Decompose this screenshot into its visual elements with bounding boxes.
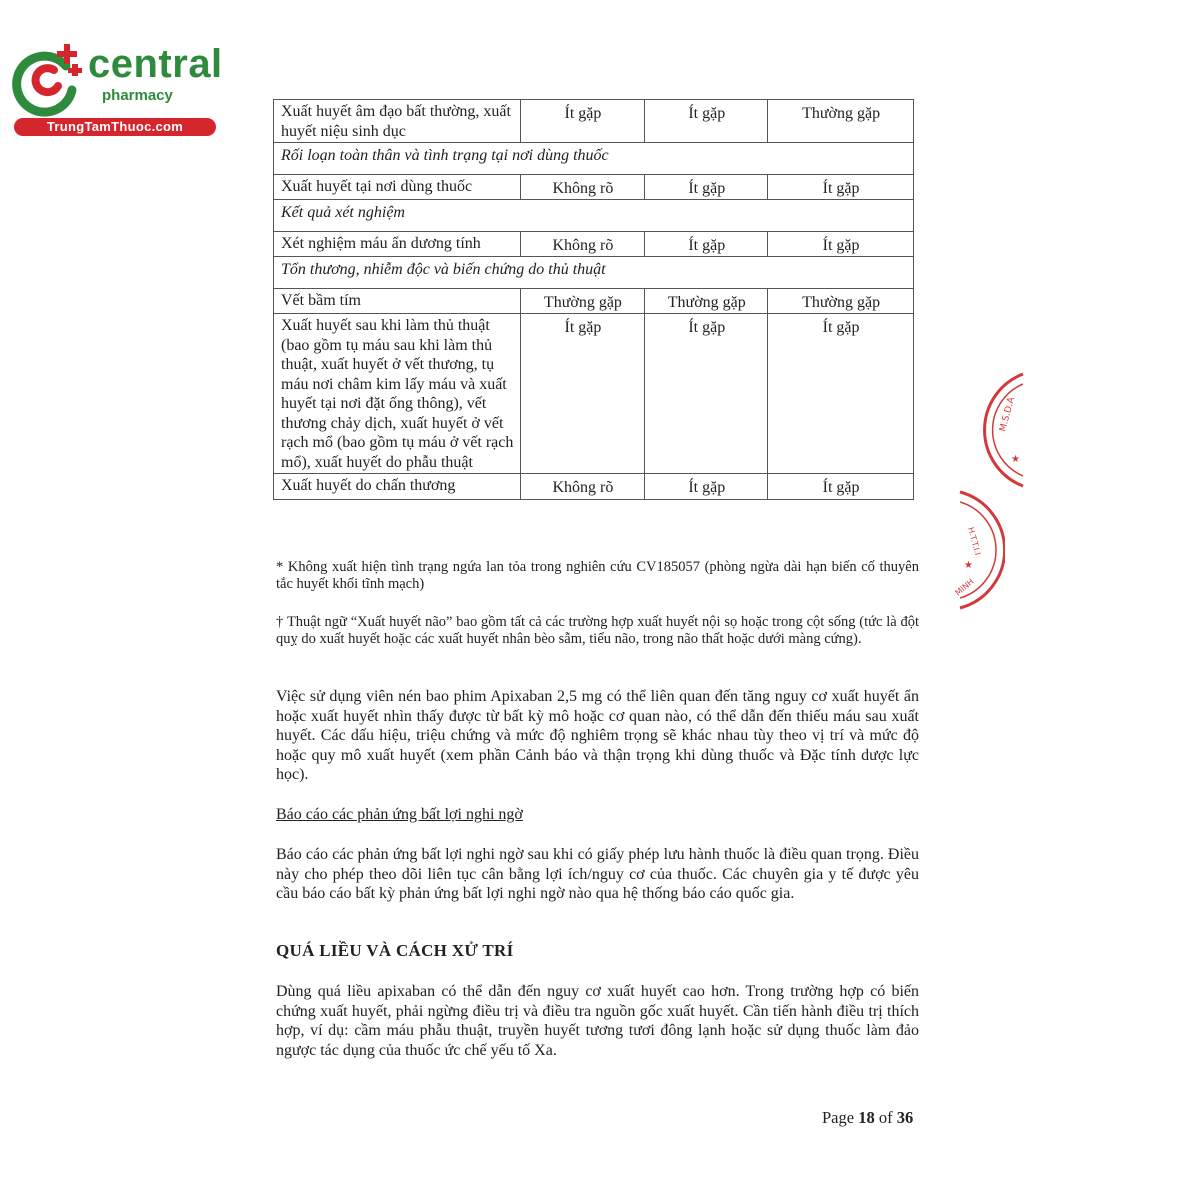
table-section-row bbox=[274, 200, 914, 232]
frequency-cell: Ít gặp bbox=[645, 100, 768, 143]
svg-text:MINH: MINH bbox=[953, 576, 976, 598]
row-label: Xuất huyết do chấn thương bbox=[274, 474, 521, 500]
seal-stamp-bottom-icon bbox=[950, 488, 1005, 613]
svg-text:H.T.T.I.I: H.T.T.I.I bbox=[966, 526, 983, 557]
frequency-cell: Ít gặp bbox=[768, 474, 914, 500]
svg-text:★: ★ bbox=[964, 560, 973, 571]
paragraph-overdose: Dùng quá liều apixaban có thể dẫn đến nguy cơ xuất huyết cao hơn. Trong trường hợp có biến chứng xuất huyết, phải ngừng điều trị và điều tra nguồn gốc xuất huyết. Cần tiến hành điều trị thích hợp, ví dụ: cầm máu phẫu thuật, truyền huyết tương tươi đông lạnh hoặc sử dụng thuốc làm đảo ngược tác dụng của thuốc ức chế yếu tố Xa. bbox=[276, 983, 919, 1059]
logo-name: central bbox=[88, 42, 223, 86]
row-label: Xét nghiệm máu ẩn dương tính bbox=[274, 231, 521, 257]
frequency-cell: Không rõ bbox=[520, 174, 645, 200]
footnote-star: * Không xuất hiện tình trạng ngứa lan tỏa trong nghiên cứu CV185057 (phòng ngừa dài hạn biến cố thuyên tắc huyết khối tĩnh mạch) bbox=[276, 559, 919, 592]
seal-stamp-top-icon bbox=[975, 370, 1025, 490]
frequency-cell: Thường gặp bbox=[768, 100, 914, 143]
section-title-overdose: QUÁ LIỀU VÀ CÁCH XỬ TRÍ bbox=[276, 941, 514, 960]
row-label: Xuất huyết tại nơi dùng thuốc bbox=[274, 174, 521, 200]
table-row bbox=[274, 100, 914, 143]
frequency-cell: Ít gặp bbox=[645, 174, 768, 200]
table-row bbox=[274, 174, 914, 200]
logo-subtitle: pharmacy bbox=[102, 87, 173, 104]
section-label: Rối loạn toàn thân và tình trạng tại nơi dùng thuốc bbox=[274, 143, 914, 175]
table-section-row bbox=[274, 143, 914, 175]
table-row bbox=[274, 231, 914, 257]
table-section-row bbox=[274, 257, 914, 289]
frequency-cell: Thường gặp bbox=[768, 288, 914, 314]
page-of: of bbox=[878, 1108, 893, 1127]
frequency-cell: Ít gặp bbox=[645, 231, 768, 257]
pharmacy-cross-logo-icon bbox=[10, 38, 90, 118]
page-current: 18 bbox=[858, 1108, 875, 1127]
frequency-cell: Không rõ bbox=[520, 231, 645, 257]
paragraph-bleeding-risk: Việc sử dụng viên nén bao phim Apixaban 2,5 mg có thể liên quan đến tăng nguy cơ xuất huyết ẩn hoặc xuất huyết nhìn thấy được từ bất kỳ mô hoặc cơ quan nào, có thể dẫn đến thiếu máu sau xuất huyết. Các dấu hiệu, triệu chứng và mức độ nghiêm trọng sẽ khác nhau tùy theo vị trí và mức độ hoặc quy mô xuất huyết (xem phần Cảnh báo và thận trọng khi dùng thuốc và Đặc tính dược lực học). bbox=[276, 688, 919, 783]
table-row bbox=[274, 474, 914, 500]
svg-text:★: ★ bbox=[1011, 454, 1020, 465]
paragraph-reporting: Báo cáo các phản ứng bất lợi nghi ngờ sau khi có giấy phép lưu hành thuốc là điều quan trọng. Điều này cho phép theo dõi liên tục cân bằng lợi ích/nguy cơ của thuốc. Các chuyên gia y tế được yêu cầu báo cáo bất kỳ phản ứng bất lợi nghi ngờ nào qua hệ thống báo cáo quốc gia. bbox=[276, 846, 919, 902]
row-label: Xuất huyết âm đạo bất thường, xuất huyết niệu sinh dục bbox=[274, 100, 521, 143]
frequency-cell: Ít gặp bbox=[645, 474, 768, 500]
page-total: 36 bbox=[896, 1108, 914, 1127]
svg-text:M.S.D.A: M.S.D.A bbox=[998, 396, 1017, 433]
page-prefix: Page bbox=[822, 1108, 855, 1127]
row-label: Xuất huyết sau khi làm thủ thuật (bao gồm tụ máu sau khi làm thủ thuật, xuất huyết ở vết thương, tụ máu nơi châm kim lấy máu và xuất huyết tại nơi đặt ống thông), vết thương chảy dịch, xuất huyết ở vết rạch mổ (bao gồm tụ máu ở vết rạch mổ), xuất huyết do phẫu thuật bbox=[274, 314, 521, 474]
frequency-cell: Thường gặp bbox=[645, 288, 768, 314]
subheading-reporting: Báo cáo các phản ứng bất lợi nghi ngờ bbox=[276, 806, 523, 823]
frequency-cell: Thường gặp bbox=[520, 288, 645, 314]
table-row bbox=[274, 288, 914, 314]
page-number bbox=[822, 1108, 913, 1128]
section-label: Kết quả xét nghiệm bbox=[274, 200, 914, 232]
row-label: Vết bầm tím bbox=[274, 288, 521, 314]
section-label: Tổn thương, nhiễm độc và biến chứng do thủ thuật bbox=[274, 257, 914, 289]
central-pharmacy-logo bbox=[10, 38, 223, 138]
logo-banner[interactable]: TrungTamThuoc.com bbox=[14, 118, 216, 136]
frequency-cell: Ít gặp bbox=[645, 314, 768, 474]
frequency-cell: Ít gặp bbox=[768, 231, 914, 257]
footnote-dagger: † Thuật ngữ “Xuất huyết não” bao gồm tất cả các trường hợp xuất huyết nội sọ hoặc trong cột sống (tức là đột quỵ do xuất huyết hoặc các xuất huyết nhân bèo sẫm, tiểu não, trong não thất hoặc dưới màng cứng). bbox=[276, 614, 919, 647]
table-row bbox=[274, 314, 914, 474]
frequency-cell: Ít gặp bbox=[768, 174, 914, 200]
frequency-cell: Ít gặp bbox=[520, 100, 645, 143]
adverse-events-table bbox=[273, 99, 914, 500]
frequency-cell: Ít gặp bbox=[520, 314, 645, 474]
frequency-cell: Không rõ bbox=[520, 474, 645, 500]
frequency-cell: Ít gặp bbox=[768, 314, 914, 474]
